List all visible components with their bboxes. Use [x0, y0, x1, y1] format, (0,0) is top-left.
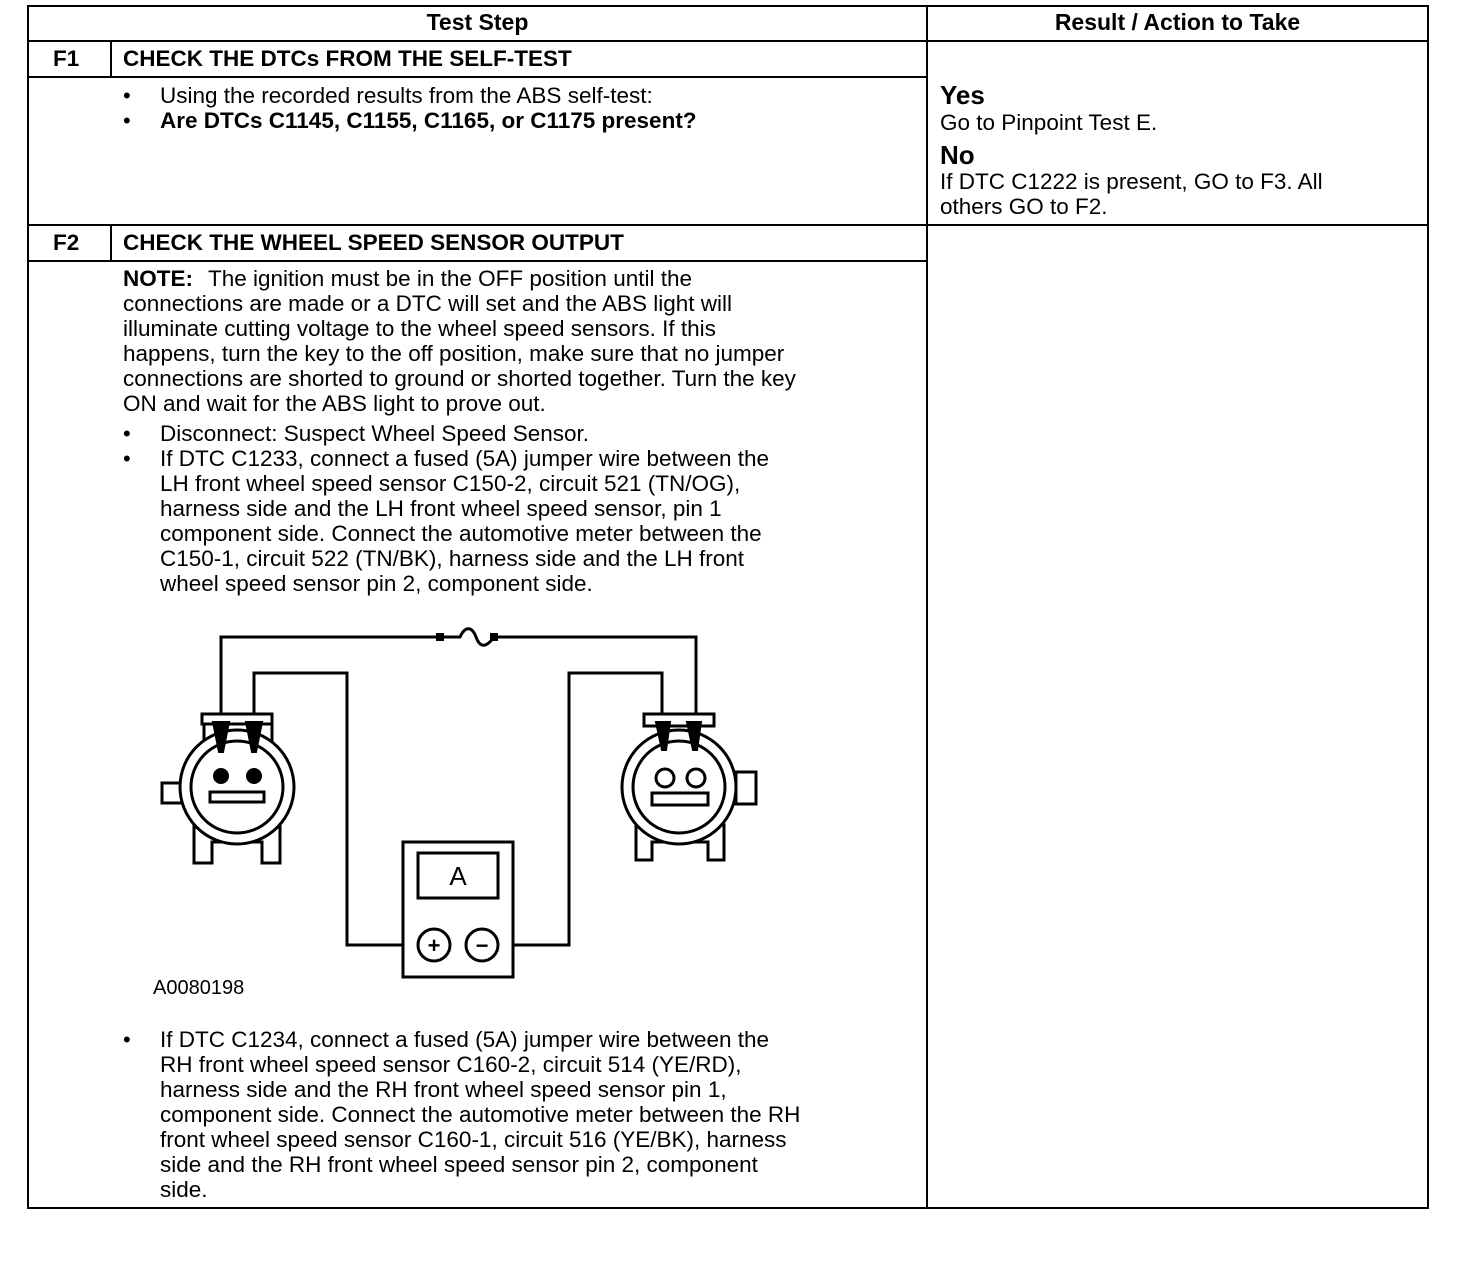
f2-note-line: ON and wait for the ABS light to prove out. — [123, 391, 546, 416]
bullet-icon: • — [123, 1027, 131, 1052]
f1-step-id: F1 — [53, 46, 80, 71]
f1-bullet-2: Are DTCs C1145, C1155, C1165, or C1175 present? — [160, 108, 697, 133]
f2-note-line: connections are shorted to ground or shorted together. Turn the key — [123, 366, 796, 391]
f2-step-title: CHECK THE WHEEL SPEED SENSOR OUTPUT — [123, 230, 624, 255]
f2-bullet-c1234-line: component side. Connect the automotive meter between the RH — [160, 1102, 801, 1127]
meter-minus-terminal: − — [475, 933, 489, 958]
fuse-end — [490, 633, 498, 641]
bullet-icon: • — [123, 421, 131, 446]
f2-bullet-c1234-line: side and the RH front wheel speed sensor pin 2, component — [160, 1152, 758, 1177]
f2-bullet-c1234-line: front wheel speed sensor C160-1, circuit 516 (YE/BK), harness — [160, 1127, 787, 1152]
bullet-icon: • — [123, 108, 131, 133]
f1-step-title: CHECK THE DTCs FROM THE SELF-TEST — [123, 46, 572, 71]
f2-note-line: connections are made or a DTC will set and the ABS light will — [123, 291, 733, 316]
figure-id: A0080198 — [153, 977, 245, 999]
f2-step-id: F2 — [53, 230, 80, 255]
f2-note-line: The ignition must be in the OFF position until the — [208, 266, 693, 291]
f1-no-text-line-1: If DTC C1222 is present, GO to F3. All — [940, 169, 1323, 194]
f2-bullet-c1233-line: component side. Connect the automotive meter between the — [160, 521, 762, 546]
f2-bullet-c1233-line: harness side and the LH front wheel speed sensor, pin 1 — [160, 496, 722, 521]
jumper-wire — [494, 637, 696, 718]
fuse-icon — [440, 629, 494, 646]
f1-no-label: No — [940, 140, 975, 170]
f2-bullet-c1234-line: RH front wheel speed sensor C160-2, circuit 514 (YE/RD), — [160, 1052, 742, 1077]
f2-note-line: happens, turn the key to the off position, make sure that no jumper — [123, 341, 785, 366]
f1-no-text-line-2: others GO to F2. — [940, 194, 1108, 219]
bullet-icon: • — [123, 446, 131, 471]
meter-plus-terminal: + — [427, 933, 441, 958]
f2-bullet-disconnect: Disconnect: Suspect Wheel Speed Sensor. — [160, 421, 589, 446]
f2-note-line: illuminate cutting voltage to the wheel speed sensors. If this — [123, 316, 716, 341]
lh-wheel-speed-sensor-connector — [162, 714, 294, 863]
f2-bullet-c1233-line: C150-1, circuit 522 (TN/BK), harness side and the LH front — [160, 546, 745, 571]
f2-bullet-c1234-line: side. — [160, 1177, 208, 1202]
f2-bullet-c1233-line: If DTC C1233, connect a fused (5A) jumper wire between the — [160, 446, 770, 471]
header-result-action: Result / Action to Take — [1054, 9, 1301, 35]
bullet-icon: • — [123, 83, 131, 108]
fuse-end — [436, 633, 444, 641]
f2-note-label: NOTE: — [123, 266, 193, 291]
f2-bullet-c1233-line: wheel speed sensor pin 2, component side. — [160, 571, 593, 596]
header-test-step: Test Step — [426, 9, 529, 35]
f1-bullet-1: Using the recorded results from the ABS self-test: — [160, 83, 653, 108]
meter-label: A — [449, 861, 467, 891]
f1-yes-text: Go to Pinpoint Test E. — [940, 110, 1158, 135]
f2-bullet-c1233-line: LH front wheel speed sensor C150-2, circuit 521 (TN/OG), — [160, 471, 741, 496]
f1-yes-label: Yes — [940, 80, 985, 110]
f2-bullet-c1234-line: harness side and the RH front wheel speed sensor pin 1, — [160, 1077, 727, 1102]
f2-bullet-c1234-line: If DTC C1234, connect a fused (5A) jumper wire between the — [160, 1027, 770, 1052]
